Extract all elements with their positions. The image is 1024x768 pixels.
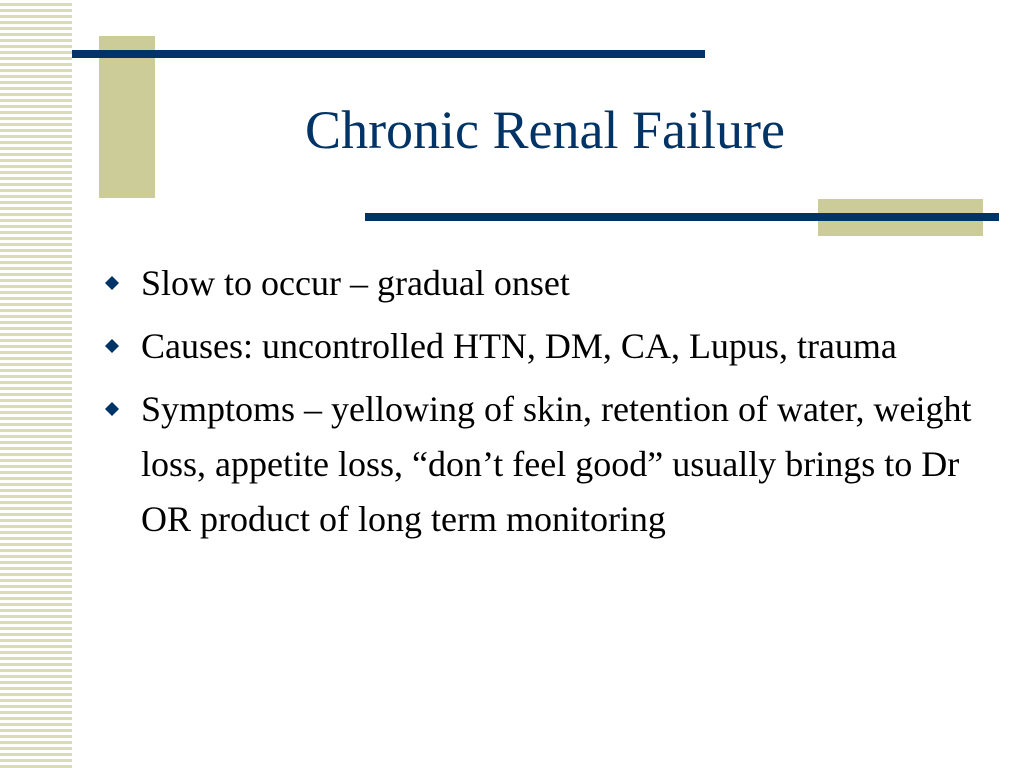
bullet-list <box>105 256 985 555</box>
bullet-item <box>105 256 985 311</box>
bullet-text: Causes: uncontrolled HTN, DM, CA, Lupus, trauma <box>141 326 897 366</box>
slide-title: Chronic Renal Failure <box>305 100 785 160</box>
diamond-bullet-icon <box>105 339 119 353</box>
bullet-text: Slow to occur – gradual onset <box>141 263 570 303</box>
decorative-tan-block-top <box>99 36 155 198</box>
diamond-bullet-icon <box>105 402 119 416</box>
bullet-item <box>105 382 985 547</box>
decorative-stripes <box>0 0 72 768</box>
bullet-text: Symptoms – yellowing of skin, retention of water, weight loss, appetite loss, “don’t feel good” usually brings to Dr OR product of long term monitoring <box>141 389 972 539</box>
diamond-bullet-icon <box>105 276 119 290</box>
decorative-navy-line-top <box>72 50 705 58</box>
bullet-item <box>105 319 985 374</box>
decorative-navy-line-bottom <box>365 213 999 221</box>
